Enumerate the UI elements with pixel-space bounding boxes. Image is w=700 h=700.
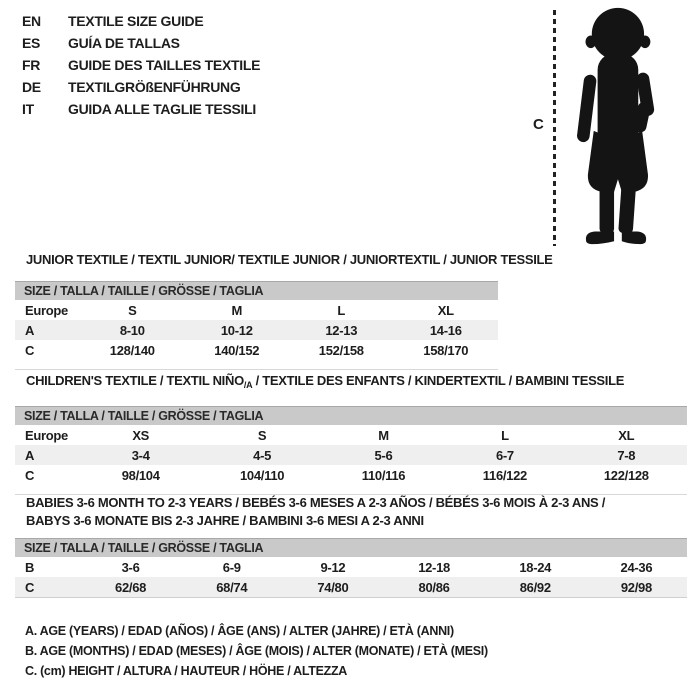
table-body bbox=[15, 557, 687, 597]
table-row bbox=[15, 425, 687, 445]
table-bottom-rule bbox=[15, 597, 687, 598]
legend-footnotes bbox=[25, 621, 488, 681]
size-cell: 6-9 bbox=[222, 559, 241, 575]
size-cell: M bbox=[378, 427, 389, 443]
table-bottom-rule bbox=[15, 360, 498, 370]
size-cell: 74/80 bbox=[317, 579, 349, 595]
toddler-silhouette-icon bbox=[562, 5, 670, 247]
size-cell: 14-16 bbox=[429, 322, 462, 338]
table-title bbox=[15, 494, 687, 530]
table-row bbox=[15, 577, 687, 597]
row-label: Europe bbox=[25, 427, 68, 443]
table-row bbox=[15, 445, 687, 465]
language-header bbox=[22, 10, 260, 120]
size-cell: 62/68 bbox=[115, 579, 147, 595]
footnote-c: C. (cm) HEIGHT / ALTURA / HAUTEUR / HÖHE / ALTEZZA bbox=[25, 664, 348, 678]
height-measure-label: C bbox=[533, 116, 544, 133]
table-body bbox=[15, 425, 687, 485]
size-header-bar bbox=[15, 406, 687, 425]
title-line-1: BABIES 3-6 MONTH TO 2-3 YEARS / BEBÉS 3-6 MESES A 2-3 AÑOS / BÉBÉS 3-6 MOIS À 2-3 ANS / bbox=[26, 495, 606, 510]
size-cell: 12-13 bbox=[325, 322, 358, 338]
junior-size-table bbox=[15, 252, 553, 370]
size-cell: 18-24 bbox=[519, 559, 552, 575]
size-cell: 24-36 bbox=[620, 559, 653, 575]
lang-code: ES bbox=[22, 35, 41, 51]
footnote-a: A. AGE (YEARS) / EDAD (AÑOS) / ÂGE (ANS) / ALTER (JAHRE) / ETÀ (ANNI) bbox=[25, 624, 454, 638]
row-label: Europe bbox=[25, 302, 68, 318]
size-header-bar bbox=[15, 281, 498, 300]
row-label: A bbox=[25, 447, 35, 463]
title-line-2: BABYS 3-6 MONATE BIS 2-3 JAHRE / BAMBINI 3-6 MESI A 2-3 ANNI bbox=[26, 513, 424, 528]
lang-code: FR bbox=[22, 57, 41, 73]
lang-label: GUÍA DE TALLAS bbox=[68, 35, 180, 51]
size-cell: 122/128 bbox=[603, 467, 649, 483]
lang-row-fr bbox=[22, 54, 260, 76]
size-cell: 3-6 bbox=[121, 559, 140, 575]
size-cell: L bbox=[501, 427, 509, 443]
size-header-bar bbox=[15, 538, 687, 557]
size-cell: 9-12 bbox=[320, 559, 346, 575]
size-cell: 158/170 bbox=[423, 342, 469, 358]
size-cell: 10-12 bbox=[220, 322, 253, 338]
height-dashed-line bbox=[553, 10, 556, 246]
size-cell: 12-18 bbox=[418, 559, 450, 575]
title-text: / TEXTILE DES ENFANTS / KINDERTEXTIL / BAMBINI TESSILE bbox=[252, 373, 625, 388]
row-label: C bbox=[25, 467, 35, 483]
title-text: CHILDREN'S TEXTILE / TEXTIL NIÑO bbox=[26, 373, 244, 388]
size-cell: 86/92 bbox=[519, 579, 551, 595]
size-cell: 92/98 bbox=[620, 579, 652, 595]
size-cell: 5-6 bbox=[374, 447, 393, 463]
lang-row-it bbox=[22, 98, 260, 120]
lang-label: GUIDE DES TAILLES TEXTILE bbox=[68, 57, 261, 73]
size-cell: 3-4 bbox=[131, 447, 150, 463]
size-cell: 98/104 bbox=[121, 467, 160, 483]
table-row bbox=[15, 465, 687, 485]
title-subscript: /A bbox=[243, 380, 253, 390]
table-row bbox=[15, 340, 498, 360]
table-title bbox=[15, 374, 687, 392]
size-cell: XS bbox=[132, 427, 150, 443]
size-cell: 8-10 bbox=[119, 322, 145, 338]
size-cell: 6-7 bbox=[495, 447, 514, 463]
footnote-b: B. AGE (MONTHS) / EDAD (MESES) / ÂGE (MOIS) / ALTER (MONATE) / ETÀ (MESI) bbox=[25, 644, 488, 658]
lang-code: EN bbox=[22, 13, 41, 29]
lang-label: GUIDA ALLE TAGLIE TESSILI bbox=[68, 101, 256, 117]
size-cell: 140/152 bbox=[214, 342, 260, 358]
table-row bbox=[15, 320, 498, 340]
size-header-label: SIZE / TALLA / TAILLE / GRÖSSE / TAGLIA bbox=[24, 409, 264, 423]
table-row bbox=[15, 557, 687, 577]
lang-label: TEXTILGRÖßENFÜHRUNG bbox=[68, 79, 241, 95]
size-cell: 4-5 bbox=[253, 447, 272, 463]
row-label: C bbox=[25, 342, 35, 358]
size-cell: 116/122 bbox=[482, 467, 527, 483]
size-cell: 104/110 bbox=[240, 467, 285, 483]
size-cell: 152/158 bbox=[318, 342, 364, 358]
lang-row-de bbox=[22, 76, 260, 98]
children-size-table bbox=[15, 374, 687, 495]
size-cell: S bbox=[257, 427, 267, 443]
row-label: B bbox=[25, 559, 35, 575]
row-label: C bbox=[25, 579, 35, 595]
lang-code: DE bbox=[22, 79, 41, 95]
size-header-label: SIZE / TALLA / TAILLE / GRÖSSE / TAGLIA bbox=[24, 541, 264, 555]
lang-row-en bbox=[22, 10, 260, 32]
lang-code: IT bbox=[22, 101, 34, 117]
lang-label: TEXTILE SIZE GUIDE bbox=[68, 13, 204, 29]
size-cell: XL bbox=[437, 302, 454, 318]
size-cell: 68/74 bbox=[216, 579, 248, 595]
size-cell: 110/116 bbox=[361, 467, 406, 483]
lang-row-es bbox=[22, 32, 260, 54]
row-label: A bbox=[25, 322, 35, 338]
size-header-label: SIZE / TALLA / TAILLE / GRÖSSE / TAGLIA bbox=[24, 284, 264, 298]
table-body bbox=[15, 300, 498, 360]
table-title: JUNIOR TEXTILE / TEXTIL JUNIOR/ TEXTILE JUNIOR / JUNIORTEXTIL / JUNIOR TESSILE bbox=[26, 252, 553, 267]
size-cell: S bbox=[128, 302, 137, 318]
size-cell: 128/140 bbox=[109, 342, 155, 358]
size-cell: L bbox=[337, 302, 346, 318]
size-cell: XL bbox=[618, 427, 635, 443]
babies-size-table bbox=[15, 494, 687, 598]
table-row bbox=[15, 300, 498, 320]
size-cell: M bbox=[231, 302, 243, 318]
size-cell: 7-8 bbox=[617, 447, 636, 463]
size-cell: 80/86 bbox=[418, 579, 450, 595]
